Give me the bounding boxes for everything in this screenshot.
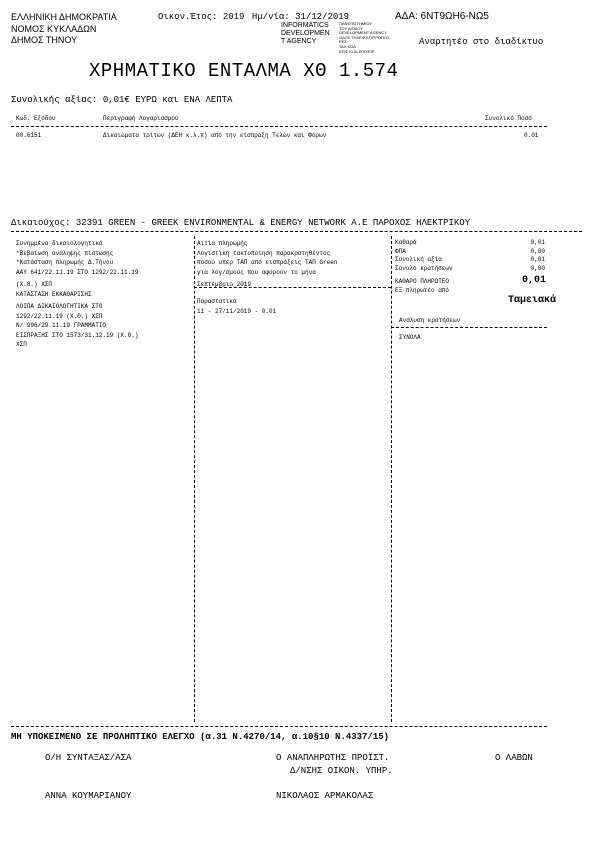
document-line: Συνημμένα δικαιολογητικά <box>16 240 103 247</box>
logo-detail: ΕΕΣ <box>339 39 347 45</box>
amount-value: 0,01 <box>530 239 545 246</box>
paid-from-value: Ταμειακά <box>508 295 557 306</box>
director-role-line2: Δ/ΝΣΗΣ ΟΙΚΟΝ. ΥΠΗΡ. <box>290 766 393 776</box>
row-amount: 0.01 <box>524 132 539 139</box>
prefecture-label: ΝΟΜΟΣ ΚΥΚΛΑΔΩΝ <box>11 24 97 34</box>
logo-detail: ΤΟΥ ΑΙΓΑΙΟΥ <box>339 25 363 31</box>
fiscal-year-value: 2019 <box>222 12 245 22</box>
date-label: Ημ/νία: <box>251 12 290 22</box>
beneficiary-label: Δικαιούχος: <box>11 218 71 228</box>
deductions-divider <box>391 327 547 328</box>
document-title: ΧΡΗΜΑΤΙΚΟ ΕΝΤΑΛΜΑ ΧΘ 1.574 <box>89 60 399 82</box>
total-value-line <box>11 95 232 105</box>
document-line: ΑΑΥ 641/22.11.19 ΣΤΟ 1292/22.11.19 <box>16 268 139 276</box>
document-line: *Βεβαίωση ανάληψης πίστωσης <box>16 249 114 257</box>
amount-value: 0,01 <box>530 256 545 264</box>
document-line: ΛΟΙΠΑ ΔΙΚΑΙΟΛΟΓΗΤΙΚΑ ΣΤΟ <box>16 303 103 310</box>
table-divider <box>11 126 547 127</box>
amounts-summary <box>395 239 545 273</box>
invoices-section <box>197 297 276 316</box>
date-value: 31/12/2019 <box>295 12 350 22</box>
amount-row <box>395 256 545 265</box>
logo-detail: ΟΔΟΣ ΤΗΛΕΦ.ΕΠΙΤΡΟΠΟΣ <box>339 34 390 40</box>
amount-label: Σύνολο κρατήσεων <box>395 264 453 272</box>
amount-label: ΦΠΑ <box>395 247 406 255</box>
amount-row <box>395 248 545 257</box>
deductions-label: Ανάλυση κρατήσεων <box>399 317 461 324</box>
beneficiary-value: 32391 GREEN - GREEK ENVIRONMENTAL & ENERGY NETWORK A.E ΠΑΡΟΧΟΣ ΗΛΕΚΤΡΙΚΟΥ <box>75 218 471 228</box>
beneficiary-divider <box>11 231 582 232</box>
amount-value: 0,00 <box>530 264 545 272</box>
ada-code: ΑΔΑ: 6ΝΤ9ΩΗ6-ΝΩ5 <box>395 11 489 22</box>
invoice-line: 11 - 27/11/2019 - 0.01 <box>197 307 277 315</box>
total-value: 0,01€ ΕΥΡΩ και ΕΝΑ ΛΕΠΤΑ <box>102 95 233 105</box>
receiver-role: Ο ΛΑΒΩΝ <box>495 753 533 763</box>
logo-line: INFORMATICS <box>281 22 329 29</box>
director-name: ΝΙΚΟΛΑΟΣ ΑΡΜΑΚΟΛΑΣ <box>276 791 374 801</box>
totals-label: ΣΥΝΟΛΑ <box>399 334 421 341</box>
reason-label: Αιτία πληρωμής <box>197 240 248 247</box>
net-payable-value: 0,01 <box>522 275 547 286</box>
document-line: (Χ.Θ.) ΧΣΠ <box>16 281 53 288</box>
agency-logo <box>281 22 330 46</box>
beneficiary-line <box>11 218 470 228</box>
col-header-description: Περιγραφή Λογαριασμού <box>103 115 179 122</box>
amount-label: Συνολική αξία <box>395 256 442 264</box>
col-header-total: Συνολικό Ποσό <box>485 115 532 122</box>
fiscal-year-label: Οικον.Έτος: <box>158 12 218 22</box>
agency-logo-details <box>339 22 390 54</box>
document-line: ΚΑΤΑΣΤΑΣΗ ΕΚΚΑΘΑΡΙΣΗΣ <box>16 290 92 298</box>
document-line: Ν/ 996/29.11.19 ΓΡΑΜΜΑΤΙΟ <box>16 322 107 329</box>
row-code: 00.6151 <box>16 132 42 139</box>
reason-month: Σεπτέμβριο 2019 <box>197 281 252 288</box>
director-role-line1: Ο ΑΝΑΠΛΗΡΩΤΗΣ ΠΡΟΪΣΤ. <box>276 753 390 763</box>
column-divider-right <box>391 236 392 722</box>
attached-documents <box>16 239 138 350</box>
payment-reason <box>197 239 337 290</box>
col-header-code: Κωδ. Εξόδου <box>16 115 56 122</box>
paid-from-label: ΕΞ πληρωτέο από <box>395 287 450 294</box>
reason-line: ποσού υπέρ ΤΑΠ από εισπράξεις ΤΑΠ Green <box>197 259 338 266</box>
invoices-label: Παραστατικά <box>197 298 237 305</box>
total-value-label: Συνολικής αξίας: <box>11 95 98 105</box>
republic-label: ΕΛΛΗΝΙΚΗ ΔΗΜΟΚΡΑΤΙΑ <box>11 12 117 22</box>
reason-divider <box>194 287 391 288</box>
logo-detail: ΠΑΝΕΠΙΣΤΗΜΙΟΥ <box>339 21 373 26</box>
document-line: ΕΙΣΠΡΑΞΗΣ ΣΤΟ 1573/31.12.19 (Χ.Θ.) <box>16 331 139 339</box>
reason-line: για λογ/σμούς που αφορούν το μήνα <box>197 268 316 276</box>
reason-line: Λογιστική τακτοποίηση παρακρατηθέντος <box>197 249 331 257</box>
footer-divider <box>11 726 547 727</box>
amount-row <box>395 239 545 248</box>
logo-line: DEVELOPMEN <box>281 30 330 37</box>
logo-detail: ΤΑΧ.ΚΟΔ <box>339 43 356 49</box>
document-line: *Κατάσταση πληρωμής Δ.Τήνου <box>16 259 114 266</box>
net-payable-label: ΚΑΘΑΡΟ ΠΛΗΡΩΤΕΟ <box>395 278 450 285</box>
posted-online-label: Αναρτητέο στο διαδίκτυο <box>419 37 544 47</box>
row-description: Δικαιώματα τρίτων (ΔΕΗ κ.λ.π) από την είσπραξη Τελών και Φόρων <box>103 132 327 139</box>
preparer-name: ΑΝΝΑ ΚΟΥΜΑΡΙΑΝΟΥ <box>45 791 132 801</box>
amount-row <box>395 265 545 274</box>
logo-line: T AGENCY <box>281 38 317 45</box>
logo-detail: DEVELOPMENT AGENCY <box>339 30 387 36</box>
column-divider-left <box>194 236 195 722</box>
municipality-label: ΔΗΜΟΣ ΤΗΝΟΥ <box>11 35 78 45</box>
document-line: ΧΣΠ <box>16 341 27 348</box>
preparer-role: Ο/Η ΣΥΝΤΑΞΑΣ/ΑΣΑ <box>45 753 132 763</box>
document-line: 1292/22.11.19 (Χ.Θ.) ΧΣΠ <box>16 312 103 320</box>
logo-detail: ΕΠΙΣ.ΚΟΔ.ΕΠΙΧΕΙΡ. <box>339 48 375 54</box>
audit-note: ΜΗ ΥΠΟΚΕΙΜΕΝΟ ΣΕ ΠΡΟΛΗΠΤΙΚΟ ΕΛΕΓΧΟ (α.31 Ν.4270/14, α.10§10 Ν.4337/15) <box>11 732 390 742</box>
amount-value: 0,00 <box>530 247 545 255</box>
fiscal-year-field <box>158 12 349 22</box>
amount-label: Καθαρά <box>395 239 417 246</box>
